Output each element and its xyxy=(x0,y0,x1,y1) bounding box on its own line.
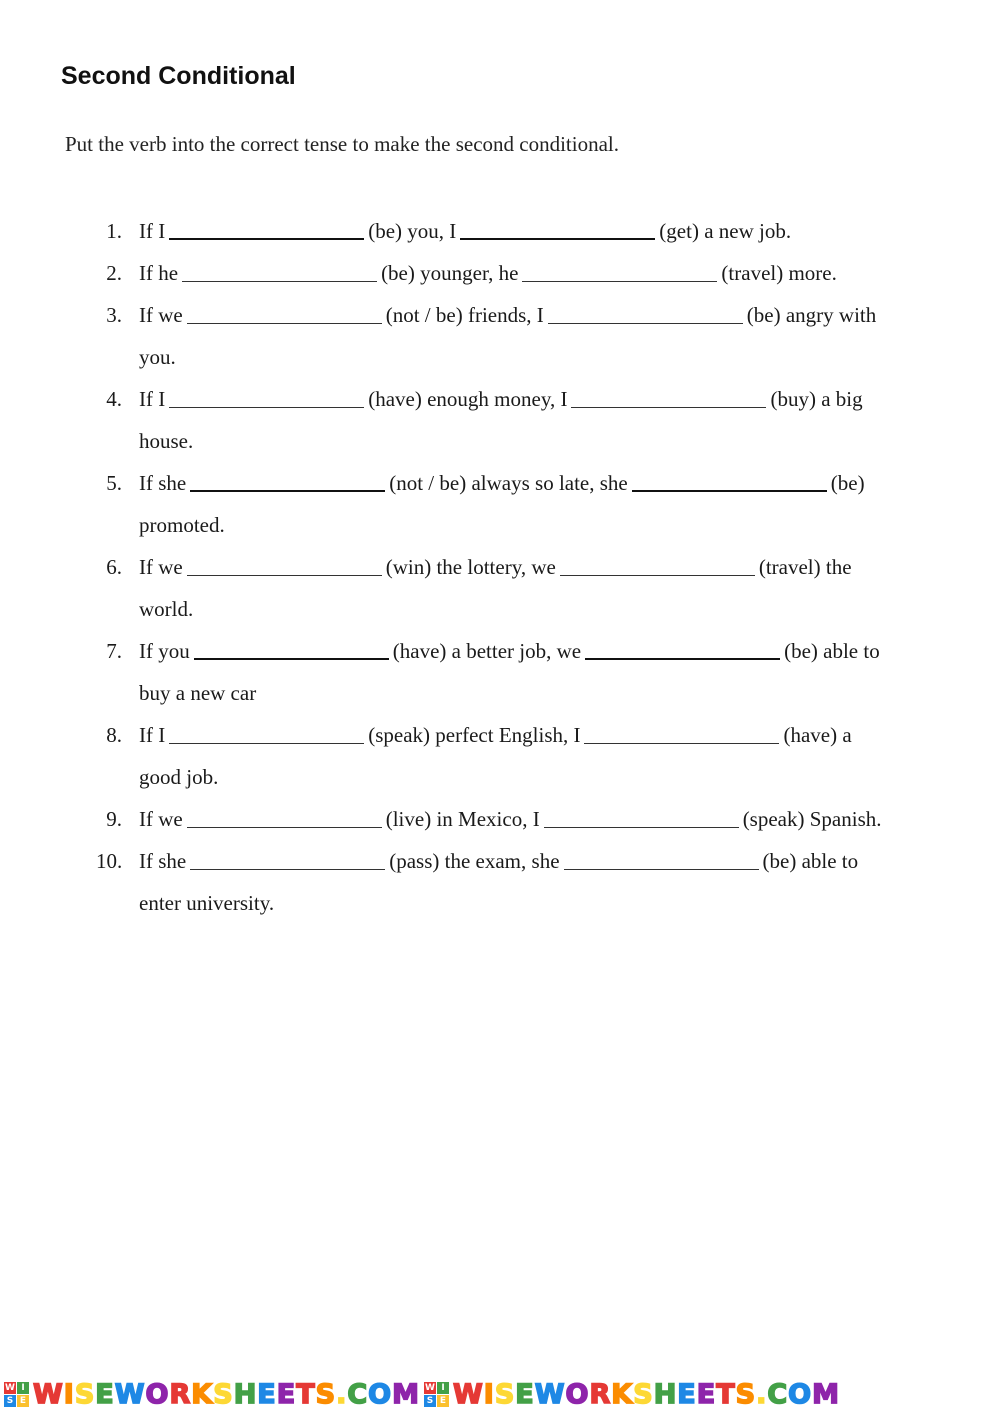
item-text: promoted. xyxy=(139,513,225,537)
answer-blank[interactable] xyxy=(182,255,377,282)
item-line xyxy=(139,840,1000,882)
brand-logo xyxy=(424,1379,840,1410)
brand-letter: H xyxy=(233,1378,258,1410)
item-text: (buy) a big xyxy=(770,387,863,411)
answer-blank[interactable] xyxy=(190,464,385,492)
logo-tile: W xyxy=(425,1382,435,1393)
item-text: (travel) more. xyxy=(721,261,837,285)
answer-blank[interactable] xyxy=(169,717,364,744)
answer-blank[interactable] xyxy=(522,255,717,282)
answer-blank[interactable] xyxy=(187,297,382,324)
brand-letter: E xyxy=(276,1378,297,1410)
item-line xyxy=(139,378,1000,420)
brand-letter: . xyxy=(336,1378,348,1410)
item-line xyxy=(139,882,1000,924)
brand-letter: W xyxy=(453,1378,484,1410)
item-line xyxy=(139,420,1000,462)
brand-letter: . xyxy=(756,1378,768,1410)
item-text: (be) you, I xyxy=(368,219,457,243)
answer-blank[interactable] xyxy=(187,549,382,576)
logo-tile: E xyxy=(437,1395,449,1407)
item-number: 4. xyxy=(106,387,122,411)
item-line xyxy=(139,252,1000,294)
item-text: (get) a new job. xyxy=(659,219,792,243)
item-number: 2. xyxy=(106,261,122,285)
brand-letter: W xyxy=(534,1378,566,1410)
brand-letter: S xyxy=(735,1378,757,1410)
item-text: (not / be) friends, I xyxy=(385,303,544,327)
item-text: (pass) the exam, she xyxy=(389,849,560,873)
item-line xyxy=(139,294,1000,336)
brand-letter: S xyxy=(74,1378,96,1410)
item-text: If she xyxy=(139,849,187,873)
brand-letter: T xyxy=(716,1378,736,1410)
item-number: 9. xyxy=(106,807,122,831)
item-text: (have) a better job, we xyxy=(392,639,582,663)
brand-letter: S xyxy=(315,1378,337,1410)
item-text: (live) in Mexico, I xyxy=(385,807,540,831)
exercise-item xyxy=(0,210,1000,252)
item-text: (have) enough money, I xyxy=(368,387,568,411)
answer-blank[interactable] xyxy=(169,381,364,408)
answer-blank[interactable] xyxy=(632,464,827,492)
item-text: (win) the lottery, we xyxy=(385,555,556,579)
brand-letter: E xyxy=(677,1378,697,1410)
item-text: If you xyxy=(139,639,190,663)
brand-letter: R xyxy=(169,1378,192,1410)
brand-letter: C xyxy=(767,1378,789,1410)
item-number: 5. xyxy=(106,471,122,495)
brand-letter: I xyxy=(63,1378,75,1410)
exercise-item xyxy=(0,546,1000,630)
logo-tile: I xyxy=(437,1382,449,1394)
brand-letter: O xyxy=(788,1378,813,1410)
logo-tile: I xyxy=(17,1382,29,1394)
answer-blank[interactable] xyxy=(460,212,655,240)
answer-blank[interactable] xyxy=(190,843,385,870)
item-text: you. xyxy=(139,345,176,369)
item-text: (be) xyxy=(830,471,865,495)
brand-letter: O xyxy=(368,1378,393,1410)
item-line xyxy=(139,504,1000,546)
exercise-item xyxy=(0,378,1000,462)
item-line xyxy=(139,630,1000,672)
instruction-text: Put the verb into the correct tense to make the second conditional. xyxy=(65,132,619,156)
item-text: (have) a xyxy=(783,723,852,747)
answer-blank[interactable] xyxy=(187,801,382,828)
item-line xyxy=(139,462,1000,504)
logo-tile: E xyxy=(17,1395,29,1407)
brand-letter: C xyxy=(347,1378,369,1410)
item-text: (speak) Spanish. xyxy=(742,807,882,831)
brand-logo xyxy=(4,1379,420,1410)
item-number: 3. xyxy=(106,303,122,327)
item-text: If I xyxy=(139,219,166,243)
item-number: 8. xyxy=(106,723,122,747)
answer-blank[interactable] xyxy=(585,632,780,660)
brand-letter: S xyxy=(633,1378,654,1410)
brand-letter: E xyxy=(257,1378,277,1410)
item-text: (speak) perfect English, I xyxy=(368,723,581,747)
answer-blank[interactable] xyxy=(169,212,364,240)
item-line xyxy=(139,210,1000,252)
item-line xyxy=(139,546,1000,588)
brand-letter: K xyxy=(611,1378,634,1410)
item-text: If we xyxy=(139,303,183,327)
page-title: Second Conditional xyxy=(61,62,296,90)
item-text: (travel) the xyxy=(758,555,852,579)
item-text: If I xyxy=(139,723,166,747)
item-text: If he xyxy=(139,261,179,285)
brand-letter: E xyxy=(515,1378,535,1410)
answer-blank[interactable] xyxy=(548,297,743,324)
item-text: If we xyxy=(139,807,183,831)
exercise-item xyxy=(0,294,1000,378)
answer-blank[interactable] xyxy=(194,632,389,660)
exercise-item xyxy=(0,462,1000,546)
item-text: buy a new car xyxy=(139,681,257,705)
footer-brand-banner xyxy=(0,1375,1000,1413)
item-number: 7. xyxy=(106,639,122,663)
item-line xyxy=(139,672,1000,714)
brand-letter: T xyxy=(296,1378,316,1410)
item-text: If we xyxy=(139,555,183,579)
brand-letter: W xyxy=(33,1378,64,1410)
brand-letter: M xyxy=(812,1378,840,1410)
exercise-item xyxy=(0,714,1000,798)
brand-letter: E xyxy=(95,1378,115,1410)
item-text: world. xyxy=(139,597,194,621)
item-line xyxy=(139,714,1000,756)
brand-letter: H xyxy=(653,1378,678,1410)
answer-blank[interactable] xyxy=(564,843,759,870)
item-text: house. xyxy=(139,429,194,453)
brand-letter: I xyxy=(483,1378,495,1410)
item-text: good job. xyxy=(139,765,219,789)
brand-letter: S xyxy=(213,1378,234,1410)
brand-letter: M xyxy=(392,1378,420,1410)
item-text: If I xyxy=(139,387,166,411)
exercise-list xyxy=(0,210,1000,924)
answer-blank[interactable] xyxy=(560,549,755,576)
item-line xyxy=(139,588,1000,630)
brand-letter: S xyxy=(494,1378,516,1410)
brand-name xyxy=(33,1379,420,1410)
logo-tile: S xyxy=(424,1395,436,1407)
exercise-item xyxy=(0,798,1000,840)
item-text: If she xyxy=(139,471,187,495)
item-number: 6. xyxy=(106,555,122,579)
answer-blank[interactable] xyxy=(584,717,779,744)
logo-grid-icon xyxy=(424,1382,449,1407)
answer-blank[interactable] xyxy=(544,801,739,828)
item-text: (not / be) always so late, she xyxy=(389,471,628,495)
item-text: (be) able to xyxy=(784,639,880,663)
logo-tile: W xyxy=(5,1382,15,1393)
item-number: 1. xyxy=(106,219,122,243)
brand-name xyxy=(453,1379,840,1410)
item-line xyxy=(139,798,1000,840)
logo-tile: S xyxy=(4,1395,16,1407)
exercise-item xyxy=(0,630,1000,714)
answer-blank[interactable] xyxy=(571,381,766,408)
item-text: (be) angry with xyxy=(746,303,877,327)
exercise-item xyxy=(0,840,1000,924)
logo-grid-icon xyxy=(4,1382,29,1407)
item-text: (be) able to xyxy=(762,849,859,873)
item-text: (be) younger, he xyxy=(381,261,519,285)
brand-letter: E xyxy=(696,1378,717,1410)
brand-letter: R xyxy=(589,1378,612,1410)
item-text: enter university. xyxy=(139,891,275,915)
brand-letter: W xyxy=(114,1378,146,1410)
item-line xyxy=(139,336,1000,378)
brand-letter: K xyxy=(191,1378,214,1410)
item-line xyxy=(139,756,1000,798)
exercise-item xyxy=(0,252,1000,294)
brand-letter: O xyxy=(145,1378,170,1410)
brand-letter: O xyxy=(565,1378,590,1410)
item-number: 10. xyxy=(96,849,123,873)
